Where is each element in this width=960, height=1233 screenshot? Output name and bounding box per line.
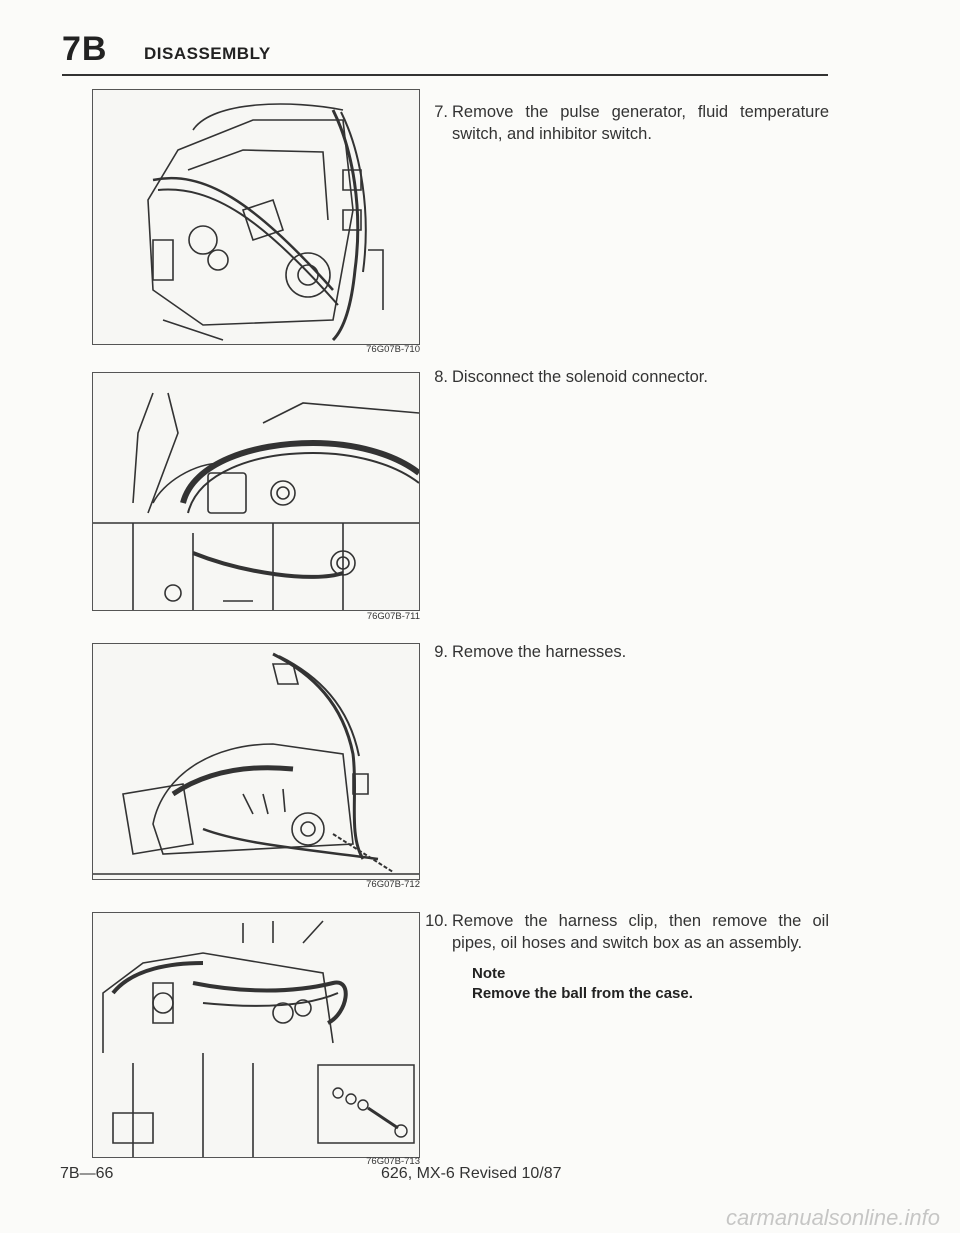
note-text: Remove the ball from the case. <box>472 985 693 1002</box>
page-number: 7B—66 <box>60 1165 114 1182</box>
figure-1-code: 76G07B-710 <box>366 344 420 355</box>
figure-1-illustration <box>93 90 419 344</box>
step-7-number: 7. <box>434 103 448 121</box>
figure-pulse-generator <box>92 89 420 345</box>
note-label: Note <box>472 965 506 982</box>
section-number: 7B <box>62 30 108 68</box>
step-7 <box>424 101 829 145</box>
section-title: DISASSEMBLY <box>144 44 271 63</box>
figure-harnesses <box>92 643 420 880</box>
step-10 <box>424 910 829 954</box>
step-7-text: Remove the pulse generator, fluid temperature switch, and inhibitor switch. <box>452 103 829 143</box>
figure-solenoid-connector <box>92 372 420 611</box>
figure-4-illustration <box>93 913 419 1157</box>
figure-2-illustration <box>93 373 419 610</box>
step-10-number: 10. <box>425 912 448 930</box>
step-8 <box>424 366 829 388</box>
step-9-text: Remove the harnesses. <box>452 643 627 661</box>
figure-4-code: 76G07B-713 <box>366 1156 420 1167</box>
step-10-text: Remove the harness clip, then remove the oil pipes, oil hoses and switch box as an assembly. <box>452 912 829 952</box>
figure-3-code: 76G07B-712 <box>366 879 420 890</box>
step-8-text: Disconnect the solenoid connector. <box>452 368 708 386</box>
step-9 <box>424 641 829 663</box>
figure-oil-pipes-assembly <box>92 912 420 1158</box>
step-8-number: 8. <box>434 368 448 386</box>
figure-4-inset <box>318 1065 414 1143</box>
revision-info: 626, MX-6 Revised 10/87 <box>381 1165 562 1182</box>
figure-2-code: 76G07B-711 <box>366 611 420 622</box>
page-header <box>62 30 828 76</box>
watermark: carmanualsonline.info <box>725 1205 940 1230</box>
step-9-number: 9. <box>434 643 448 661</box>
figure-3-illustration <box>93 644 419 879</box>
